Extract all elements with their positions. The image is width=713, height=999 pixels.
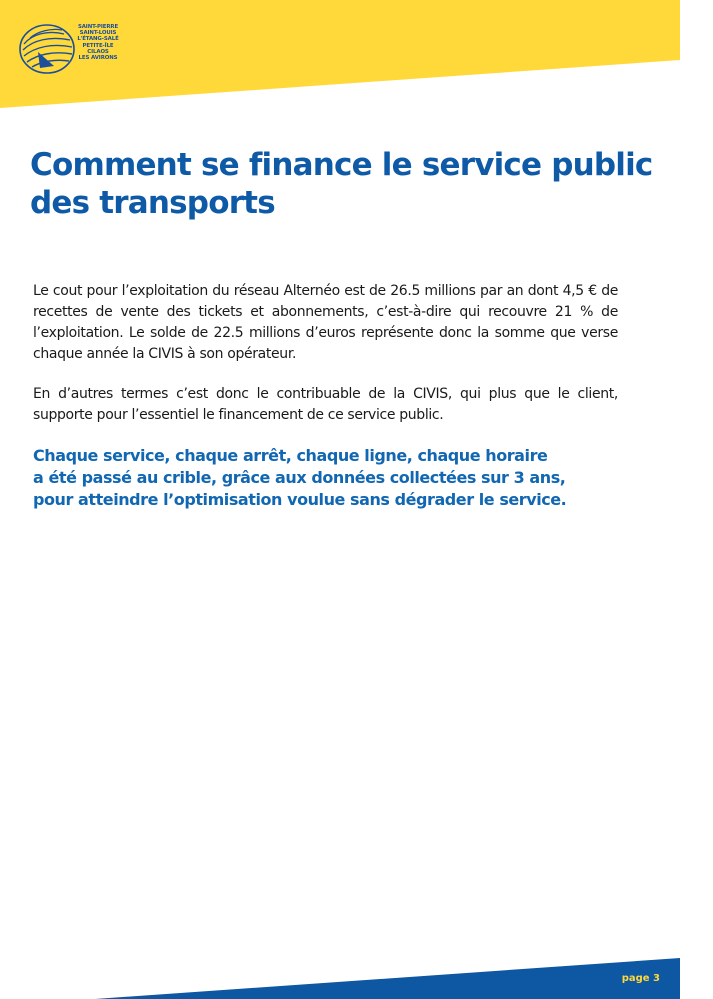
reunion-island-logo-icon [18, 22, 76, 76]
logo-town: SAINT-LOUIS [79, 30, 117, 37]
footer-blue-shape [95, 958, 680, 999]
highlight-line: pour atteindre l’optimisation voulue sans dégrader le service. [33, 490, 567, 509]
logo-town: CILAOS [87, 48, 109, 55]
page-title: Comment se finance le service public des transports [30, 147, 653, 221]
logo-town-list [76, 24, 120, 61]
highlight-line: Chaque service, chaque arrêt, chaque ligne, chaque horaire [33, 446, 548, 465]
page-number: page 3 [621, 973, 660, 984]
logo-town: PETITE-ÎLE [82, 42, 114, 49]
footer-band [0, 950, 713, 999]
highlight-statement [33, 445, 653, 511]
highlight-line: a été passé au crible, grâce aux données collectées sur 3 ans, [33, 468, 566, 487]
logo-town: SAINT-PIERRE [77, 24, 119, 30]
civis-logo [18, 22, 119, 78]
body-paragraph: En d’autres termes c’est donc le contribuable de la CIVIS, qui plus que le client, supporte pour l’essentiel le financement de ce service public. [33, 386, 618, 423]
body-paragraph: Le cout pour l’exploitation du réseau Alternéo est de 26.5 millions par an dont 4,5 € de recettes de vente des tickets et abonnements, c’est-à-dire qui recouvre 21 % de l’exploitation. Le solde de 22.5 millions d’euros représente donc la somme que verse chaque année la CIVIS à son opérateur. [33, 283, 618, 362]
logo-town: LES AVIRONS [78, 55, 118, 62]
logo-town: L'ÉTANG-SALÉ [77, 36, 119, 43]
